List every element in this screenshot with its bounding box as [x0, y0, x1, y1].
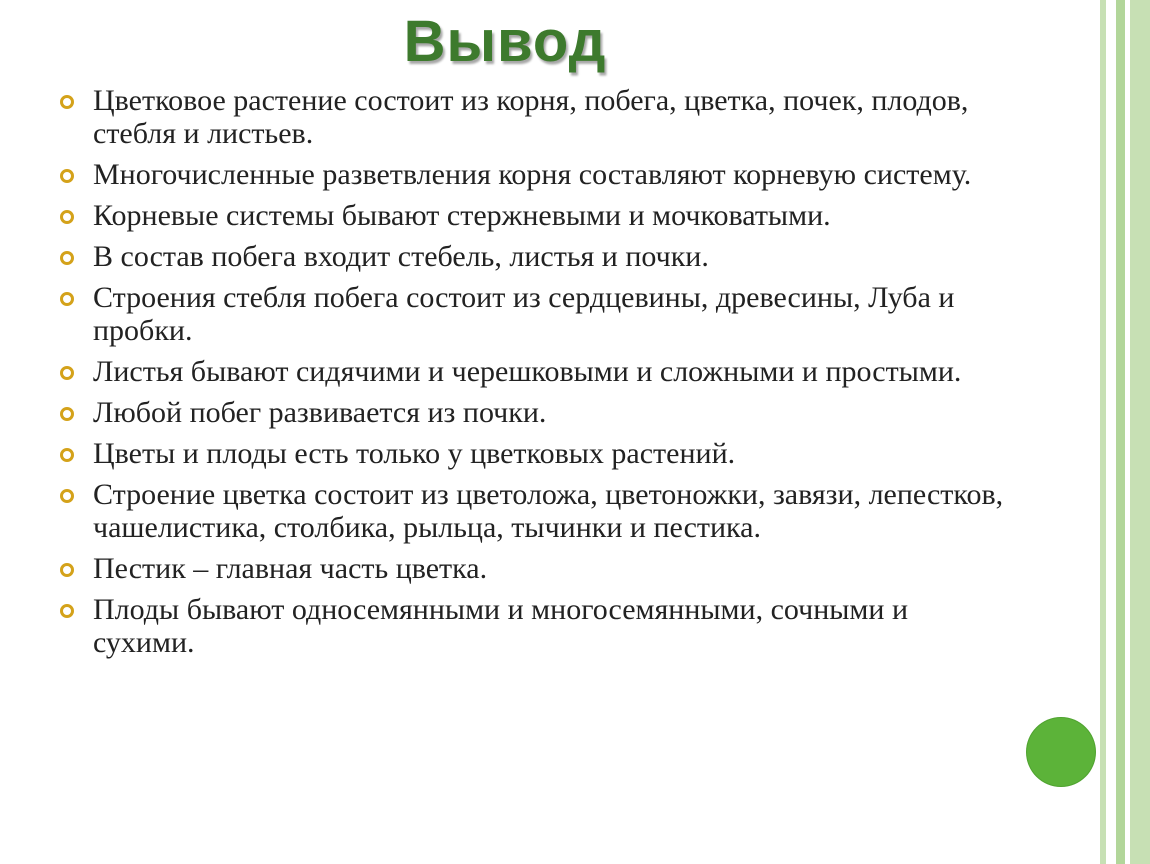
decorative-stripe	[1130, 0, 1150, 864]
ring-bullet-icon	[60, 95, 74, 109]
bullet-text: Листья бывают сидячими и черешковыми и сложными и простыми.	[93, 355, 962, 388]
ring-bullet-icon	[60, 366, 74, 380]
decorative-stripe	[1116, 0, 1125, 864]
decorative-stripe	[1100, 0, 1106, 864]
green-circle-decoration	[1027, 718, 1095, 786]
bullet-text: Строение цветка состоит из цветоложа, цветоножки, завязи, лепестков, чашелистика, столбика, рыльца, тычинки и пестика.	[93, 478, 1004, 544]
ring-bullet-icon	[60, 563, 74, 577]
ring-bullet-icon	[60, 292, 74, 306]
bullet-text: В состав побега входит стебель, листья и почки.	[93, 240, 709, 273]
bullet-item	[58, 158, 1008, 191]
bullet-item	[58, 593, 1008, 659]
bullet-text: Любой побег развивается из почки.	[93, 396, 547, 429]
bullet-list	[58, 84, 1008, 667]
bullet-item	[58, 281, 1008, 347]
bullet-item	[58, 240, 1008, 273]
ring-bullet-icon	[60, 604, 74, 618]
ring-bullet-icon	[60, 407, 74, 421]
bullet-item	[58, 199, 1008, 232]
ring-bullet-icon	[60, 210, 74, 224]
ring-bullet-icon	[60, 448, 74, 462]
bullet-text: Многочисленные разветвления корня составляют корневую систему.	[93, 158, 972, 191]
bullet-text: Корневые системы бывают стержневыми и мочковатыми.	[93, 199, 831, 232]
bullet-text: Цветы и плоды есть только у цветковых растений.	[93, 437, 736, 470]
ring-bullet-icon	[60, 251, 74, 265]
bullet-text: Пестик – главная часть цветка.	[93, 552, 488, 585]
slide-title: Вывод	[403, 9, 607, 74]
ring-bullet-icon	[60, 489, 74, 503]
bullet-item	[58, 478, 1008, 544]
bullet-text: Цветковое растение состоит из корня, побега, цветка, почек, плодов, стебля и листьев.	[93, 84, 969, 150]
bullet-item	[58, 84, 1008, 150]
bullet-item	[58, 396, 1008, 429]
bullet-item	[58, 552, 1008, 585]
ring-bullet-icon	[60, 169, 74, 183]
bullet-item	[58, 355, 1008, 388]
bullet-text: Строения стебля побега состоит из сердцевины, древесины, Луба и пробки.	[93, 281, 955, 347]
bullet-item	[58, 437, 1008, 470]
bullet-text: Плоды бывают односемянными и многосемянными, сочными и сухими.	[93, 593, 909, 659]
